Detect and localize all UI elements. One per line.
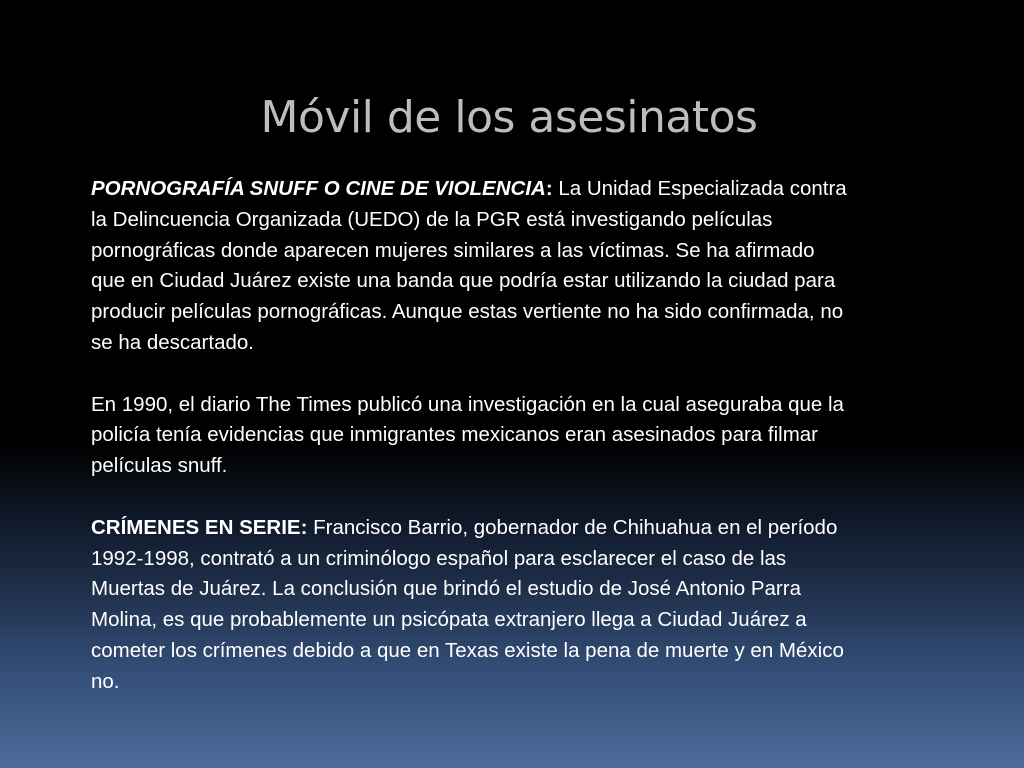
slide-body: [91, 174, 851, 698]
paragraph-lead-colon: :: [545, 177, 553, 200]
paragraph-the-times: [91, 390, 851, 482]
paragraph-lead-crimenes: CRÍMENES EN SERIE:: [91, 515, 308, 539]
paragraph-text-crimenes: Francisco Barrio, gobernador de Chihuahua en el período 1992-1998, contrató a un criminólogo español para esclarecer el caso de las Muertas de Juárez. La conclusión que brindó el estudio de José Antonio Parra Molina, es que probablemente un psicópata extranjero llega a Ciudad Juárez a cometer los crímenes debido a que en Texas existe la pena de muerte y en México no.: [91, 515, 844, 693]
paragraph-crimenes: [91, 513, 851, 698]
paragraph-spacer: [91, 359, 851, 390]
paragraph-lead-pornografia: PORNOGRAFÍA SNUFF O CINE DE VIOLENCIA: [91, 177, 546, 200]
paragraph-spacer: [91, 482, 851, 513]
paragraph-pornografia: [91, 174, 851, 359]
slide-title: Móvil de los asesinatos: [260, 92, 758, 143]
paragraph-text-pornografia: La Unidad Especializada contra la Delincuencia Organizada (UEDO) de la PGR está investigando películas pornográficas donde aparecen mujeres similares a las víctimas. Se ha afirmado que en Ciudad Juárez existe una banda que podría estar utilizando la ciudad para producir películas pornográficas. Aunque estas vertiente no ha sido confirmada, no se ha descartado.: [91, 177, 847, 354]
paragraph-text-the-times: En 1990, el diario The Times publicó una investigación en la cual aseguraba que la policía tenía evidencias que inmigrantes mexicanos eran asesinados para filmar películas snuff.: [91, 392, 844, 478]
